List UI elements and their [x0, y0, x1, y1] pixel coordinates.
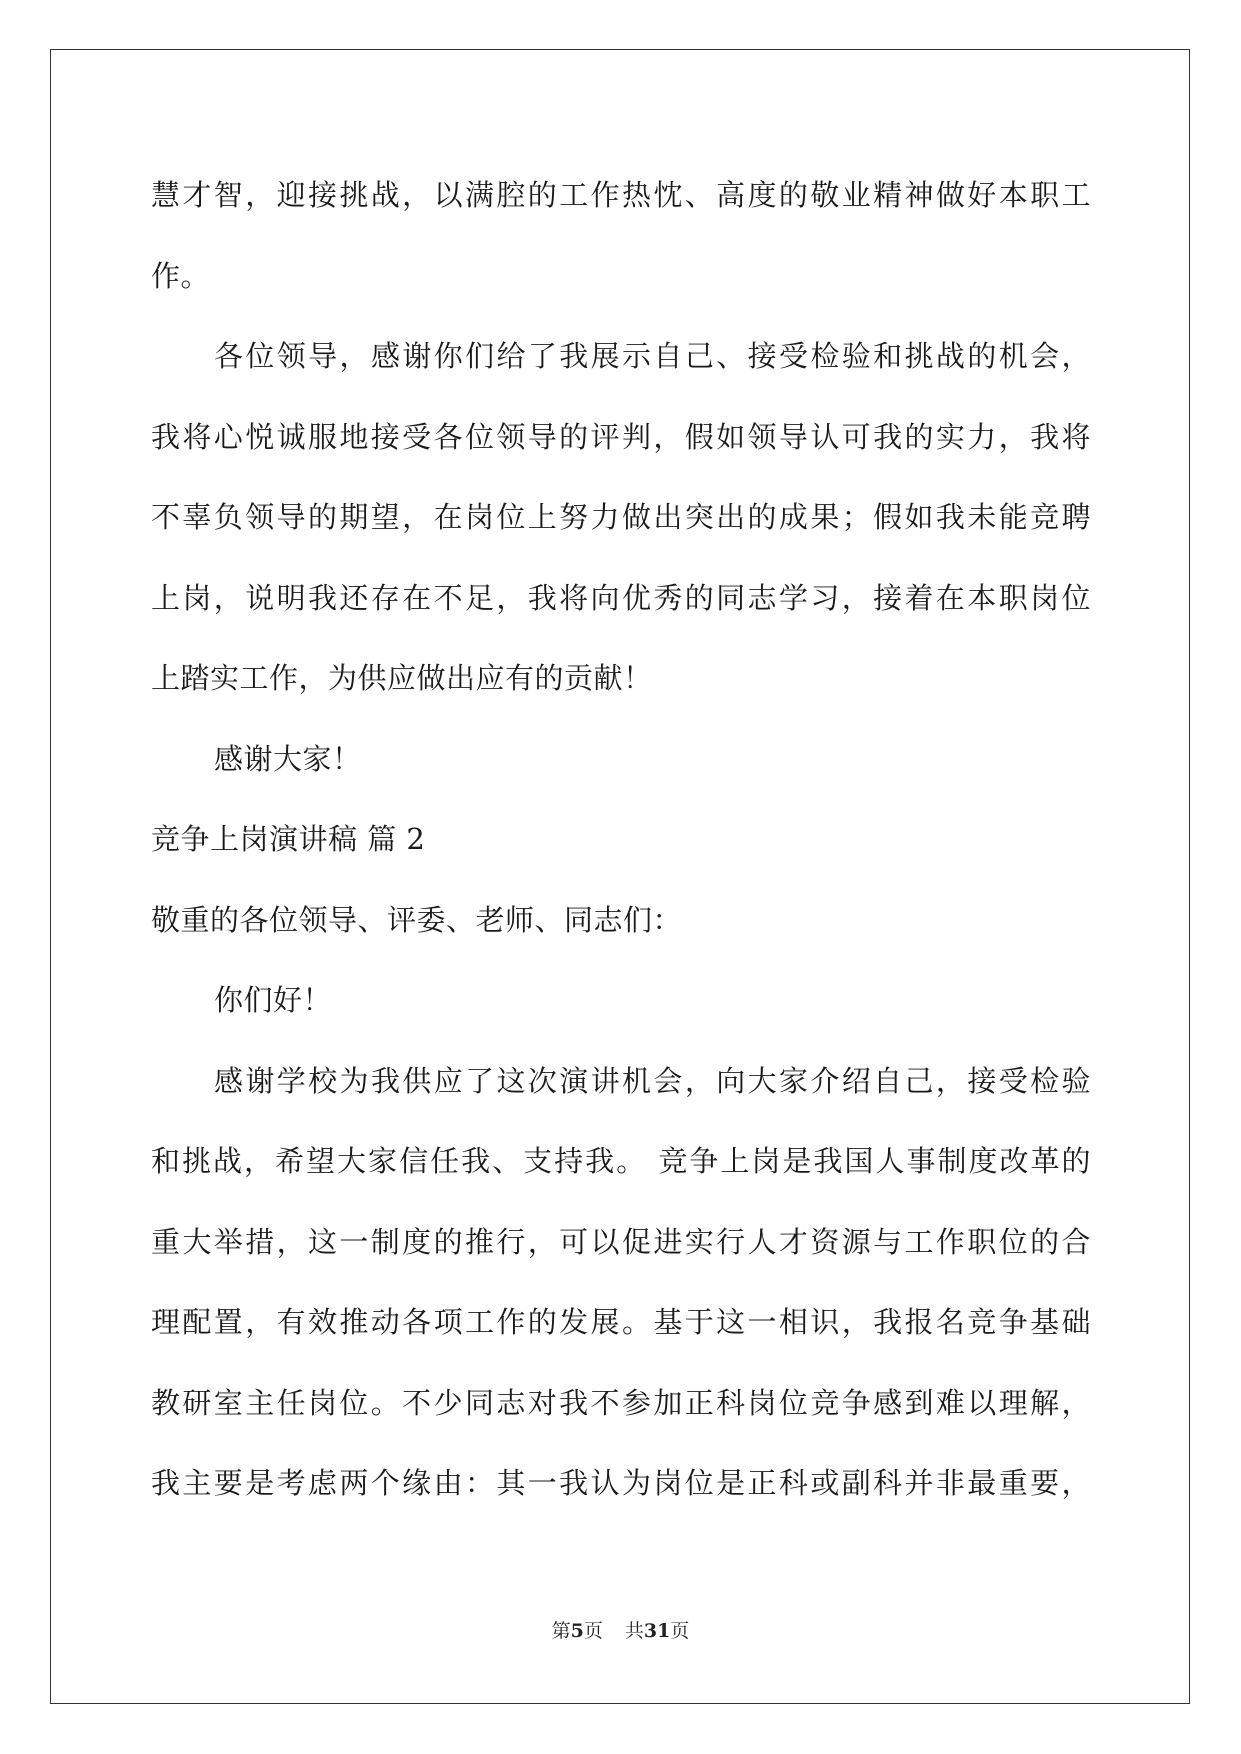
document-body	[151, 155, 1091, 1524]
salutation: 敬重的各位领导、评委、老师、同志们：	[151, 902, 683, 937]
text-line-4: 我将心悦诚服地接受各位领导的评判，假如领导认可我的实力，我将	[151, 419, 1091, 454]
page-footer	[0, 1619, 1241, 1643]
text-line-8: 感谢大家！	[214, 741, 362, 776]
page-prefix: 第	[551, 1620, 571, 1642]
text-line-15: 理配置，有效推动各项工作的发展。基于这一相识，我报名竞争基础	[151, 1305, 1091, 1339]
total-pages: 31	[643, 1620, 671, 1642]
page-suffix: 页	[583, 1620, 603, 1642]
text-line-1: 慧才智，迎接挑战，以满腔的工作热忱、高度的敬业精神做好本职工	[151, 178, 1091, 212]
text-line-17: 我主要是考虑两个缘由：其一我认为岗位是正科或副科并非最重要，	[151, 1466, 1091, 1500]
text-line-2: 作。	[151, 258, 211, 293]
text-line-12: 感谢学校为我供应了这次演讲机会，向大家介绍自己，接受检验	[214, 1063, 1091, 1098]
text-line-6: 上岗，说明我还存在不足，我将向优秀的同志学习，接着在本职岗位	[151, 580, 1091, 615]
total-prefix: 共	[624, 1620, 644, 1642]
text-line-16: 教研室主任岗位。不少同志对我不参加正科岗位竞争感到难以理解，	[151, 1385, 1091, 1420]
text-line-13: 和挑战，希望大家信任我、支持我。 竞争上岗是我国人事制度改革的	[151, 1144, 1091, 1178]
text-line-5: 不辜负领导的期望，在岗位上努力做出突出的成果；假如我未能竞聘	[151, 500, 1091, 534]
text-line-7: 上踏实工作，为供应做出应有的贡献！	[151, 661, 653, 695]
page-number: 5	[570, 1620, 584, 1642]
section-heading: 竞争上岗演讲稿 篇 2	[151, 822, 426, 856]
total-suffix: 页	[670, 1620, 690, 1642]
text-line-14: 重大举措，这一制度的推行，可以促进实行人才资源与工作职位的合	[151, 1224, 1091, 1259]
text-line-3: 各位领导，感谢你们给了我展示自己、接受检验和挑战的机会，	[214, 339, 1091, 373]
greeting: 你们好！	[214, 983, 333, 1017]
